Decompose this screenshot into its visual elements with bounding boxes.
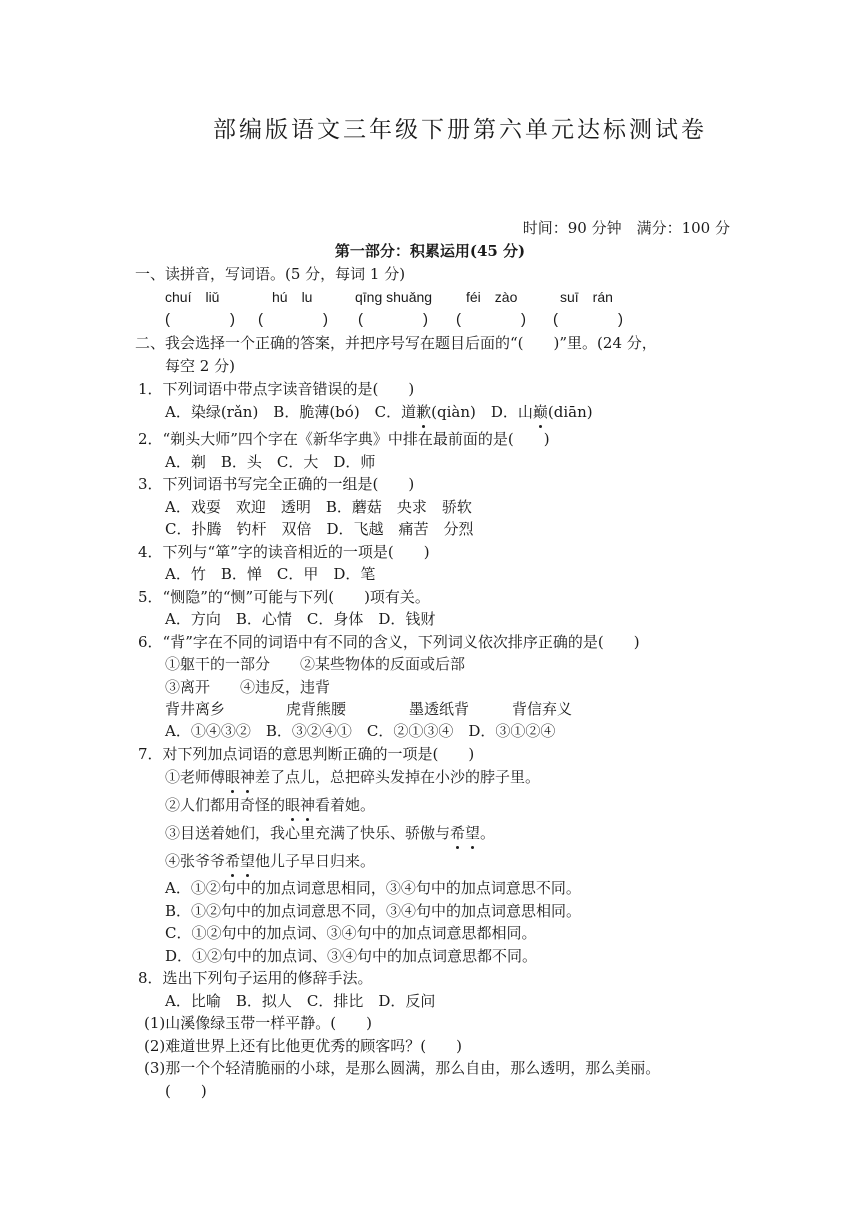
dotted-word: [285, 796, 315, 814]
q2-8-stem: 8．选出下列句子运用的修辞手法。: [138, 969, 373, 987]
dotted-word: [225, 768, 255, 786]
word-item: 背信弃义: [512, 700, 573, 718]
q2-1-options: A．染绿(rǎn) B．脆薄(bó) C．道歉(qiàn) D．山巅(diān): [165, 403, 593, 421]
q2-3-options-1: A．戏耍 欢迎 透明 B．蘑菇 央求 骄软: [165, 498, 472, 516]
dotted-char: 望: [465, 824, 481, 842]
q2-8-q2: (2)难道世界上还有比他更优秀的顾客吗？( ): [144, 1037, 462, 1055]
pinyin-item: suī rán: [560, 289, 613, 305]
q2-stem: 二、我会选择一个正确的答案，并把序号写在题目后面的“( )”里。(24 分，: [135, 334, 657, 352]
q2-7-sentence-3: ③目送着她们，我心里充满了快乐、骄傲与希望。: [165, 824, 496, 842]
q2-stem-cont: 每空 2 分): [165, 357, 235, 375]
q2-7-sentence-4: ④张爷爷希望他儿子早日归来。: [165, 852, 376, 870]
q2-5-options: A．方向 B．心情 C．身体 D．钱财: [165, 610, 436, 628]
q2-8-q3: (3)那一个个轻清脆丽的小球，是那么圆满，那么自由，那么透明，那么美丽。: [144, 1059, 661, 1077]
q2-7-option-b: B．①②句中的加点词意思不同，③④句中的加点词意思相同。: [165, 902, 582, 920]
q2-7-option-d: D．①②句中的加点词、③④句中的加点词意思都不同。: [165, 947, 538, 965]
word-item: 背井离乡: [165, 700, 226, 718]
dotted-char: 希: [225, 852, 241, 870]
q2-6-stem: 6．“背”字在不同的词语中有不同的含义，下列词义依次排序正确的是( ): [138, 633, 640, 651]
answer-blank[interactable]: ( ): [358, 311, 428, 328]
q2-4-options: A．竹 B．惮 C．甲 D．笔: [165, 565, 376, 583]
pinyin-item: chuí liǔ: [165, 289, 220, 305]
q2-5-stem: 5．“恻隐”的“恻”可能与下列( )项有关。: [138, 588, 430, 606]
q1-blanks-row: [0, 309, 860, 331]
q2-7-option-c: C．①②句中的加点词、③④句中的加点词意思都相同。: [165, 924, 537, 942]
q2-6-words: [0, 698, 860, 720]
q1-pinyin-row: [0, 286, 860, 308]
answer-blank[interactable]: ( ): [456, 311, 526, 328]
part-heading: 第一部分：积累运用(45 分): [334, 242, 526, 260]
dotted-char: 眼: [285, 796, 301, 814]
dotted-word: [225, 852, 255, 870]
word-item: 墨透纸背: [409, 700, 470, 718]
page-title: 部编版语文三年级下册第六单元达标测试卷: [213, 117, 707, 143]
q2-7-sentence-2: ②人们都用奇怪的眼神看着她。: [165, 796, 376, 814]
exam-meta: 时间：90 分钟 满分：100 分: [522, 219, 730, 237]
dotted-char: 歉: [416, 403, 432, 421]
pinyin-item: hú lu: [272, 289, 313, 305]
dotted-char: 神: [300, 796, 316, 814]
dotted-char: 巅: [532, 403, 548, 421]
dotted-char: 眼: [225, 768, 241, 786]
q2-7-sentence-1: ①老师傅眼神差了点儿，总把碎头发掉在小沙的脖子里。: [165, 768, 541, 786]
q2-3-options-2: C．扑腾 钓杆 双倍 D．飞越 痛苦 分烈: [165, 520, 474, 538]
q2-8-q3-blank[interactable]: ( ): [165, 1082, 207, 1100]
answer-blank[interactable]: ( ): [165, 311, 235, 328]
q2-7-stem: 7．对下列加点词语的意思判断正确的一项是( ): [138, 745, 475, 763]
q2-2-stem: 2．“剃头大师”四个字在《新华字典》中排在最前面的是( ): [138, 430, 550, 448]
dotted-word: [450, 824, 480, 842]
q2-6-options: A．①④③② B．③②④① C．②①③④ D．③①②④: [165, 722, 556, 740]
q2-1-stem: 1．下列词语中带点字读音错误的是( ): [138, 380, 415, 398]
pinyin-item: qīng shuǎng: [355, 289, 433, 305]
answer-blank[interactable]: ( ): [258, 311, 328, 328]
q2-8-q1: (1)山溪像绿玉带一样平静。( ): [144, 1014, 372, 1032]
q2-2-options: A．剃 B．头 C．大 D．师: [165, 453, 376, 471]
q2-4-stem: 4．下列与“箪”字的读音相近的一项是( ): [138, 543, 430, 561]
pinyin-item: féi zào: [466, 289, 518, 305]
dotted-char: 希: [450, 824, 466, 842]
q2-6-meaning-1: ①躯干的一部分 ②某些物体的反面或后部: [165, 655, 466, 673]
q1-stem: 一、读拼音，写词语。(5 分，每词 1 分): [135, 265, 406, 283]
q2-6-meaning-2: ③离开 ④违反，违背: [165, 678, 331, 696]
q2-8-options: A．比喻 B．拟人 C．排比 D．反问: [165, 992, 436, 1010]
q2-7-option-a: A．①②句中的加点词意思相同，③④句中的加点词意思不同。: [165, 879, 581, 897]
dotted-char: 望: [240, 852, 256, 870]
answer-blank[interactable]: ( ): [553, 311, 623, 328]
q2-3-stem: 3．下列词语书写完全正确的一组是( ): [138, 475, 415, 493]
word-item: 虎背熊腰: [286, 700, 347, 718]
dotted-char: 神: [240, 768, 256, 786]
